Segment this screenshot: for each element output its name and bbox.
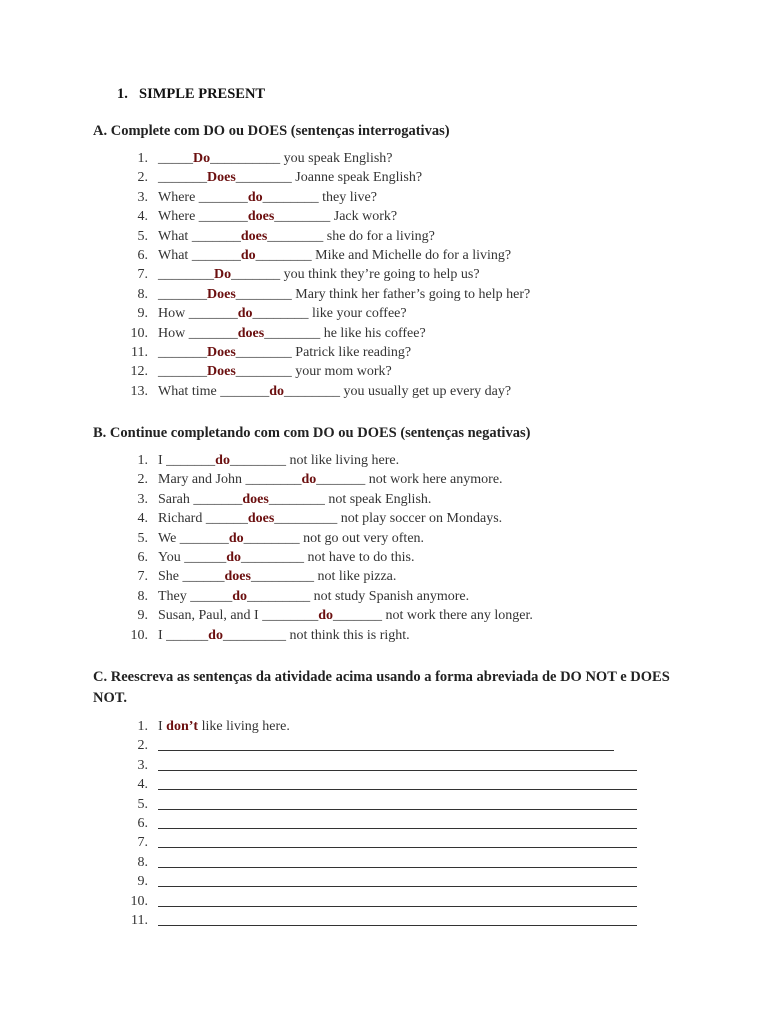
item-answer: do — [247, 189, 263, 205]
item-text — [158, 451, 399, 470]
item-pre: _______ — [158, 364, 207, 380]
item-text — [158, 717, 290, 736]
item-pre: Sarah _______ — [158, 491, 243, 507]
list-item — [0, 168, 768, 187]
item-number: 2. — [137, 170, 148, 186]
item-text — [158, 149, 393, 168]
item-pre: _____ — [158, 151, 193, 166]
item-post: _______ not work there any longer. — [333, 608, 533, 624]
item-pre: I _______ — [158, 453, 216, 468]
item-number: 5. — [137, 228, 148, 244]
item-pre: You ______ — [158, 549, 227, 565]
item-post: _________ not think this is right. — [222, 627, 410, 643]
list-item — [0, 246, 768, 265]
item-post: ________ she do for a living? — [267, 228, 435, 244]
item-answer: Does — [207, 364, 236, 380]
list-item — [0, 304, 768, 323]
item-text — [158, 626, 410, 645]
item-pre: What time _______ — [158, 383, 270, 399]
list-item — [0, 872, 768, 891]
item-answer: do — [232, 588, 248, 604]
item-number: 10. — [130, 893, 148, 909]
item-post: _________ not have to do this. — [241, 549, 415, 565]
item-text — [158, 265, 480, 284]
item-text — [158, 509, 502, 528]
list-item — [0, 265, 768, 284]
item-post: _______ you think they’re going to help us? — [231, 267, 480, 283]
item-pre: ________ — [158, 267, 214, 283]
list-item — [0, 285, 768, 304]
item-number: 6. — [137, 247, 148, 263]
item-answer: do — [215, 453, 230, 468]
item-number: 8. — [137, 588, 148, 604]
item-text — [158, 246, 511, 265]
item-number: 5. — [137, 796, 148, 812]
item-number: 3. — [137, 757, 148, 773]
answer-line[interactable] — [158, 770, 637, 771]
item-post: ________ Mary think her father’s going to help her? — [235, 286, 531, 302]
item-post: ________ not like living here. — [229, 453, 400, 468]
section-a-heading: A. Complete com DO ou DOES (sentenças interrogativas) — [93, 123, 450, 139]
list-item — [0, 626, 768, 645]
list-item — [0, 717, 768, 736]
item-answer: Does — [207, 170, 236, 186]
item-pre: _______ — [158, 170, 207, 186]
item-number: 4. — [137, 777, 148, 793]
item-post: ________ they live? — [262, 189, 377, 205]
item-number: 6. — [137, 815, 148, 831]
item-number: 7. — [137, 835, 148, 851]
item-answer: do — [318, 608, 334, 624]
item-number: 10. — [130, 325, 148, 341]
item-number: 4. — [137, 511, 148, 527]
item-post: ________ Mike and Michelle do for a living? — [255, 247, 512, 263]
item-answer: do — [269, 383, 284, 399]
item-text — [158, 470, 503, 489]
item-number: 12. — [130, 364, 148, 380]
item-answer: does — [247, 511, 275, 527]
item-pre: What _______ — [158, 228, 241, 244]
item-number: 13. — [130, 383, 148, 399]
item-post: ________ like your coffee? — [252, 306, 407, 322]
list-item — [0, 207, 768, 226]
answer-line[interactable] — [158, 809, 637, 810]
item-text — [158, 382, 511, 401]
list-item — [0, 795, 768, 814]
item-number: 2. — [137, 472, 148, 488]
item-number: 4. — [137, 209, 148, 225]
item-number: 11. — [131, 912, 148, 928]
list-item — [0, 529, 768, 548]
answer-line[interactable] — [158, 847, 637, 848]
item-number: 8. — [137, 286, 148, 302]
list-item — [0, 814, 768, 833]
item-answer: Does — [207, 286, 236, 302]
list-item — [0, 188, 768, 207]
page-title — [117, 86, 265, 103]
item-text — [158, 343, 411, 362]
item-number: 3. — [137, 189, 148, 205]
item-pre: _______ — [158, 344, 207, 360]
list-item — [0, 324, 768, 343]
item-number: 7. — [137, 267, 148, 283]
list-item — [0, 606, 768, 625]
item-pre: Where _______ — [158, 189, 248, 205]
item-pre: How _______ — [158, 325, 238, 341]
item-post: _________ not study Spanish anymore. — [247, 588, 470, 604]
list-item — [0, 853, 768, 872]
item-pre: How _______ — [158, 306, 238, 322]
item-text — [158, 567, 396, 586]
item-text — [158, 304, 407, 323]
list-item — [0, 490, 768, 509]
item-pre: I ______ — [158, 627, 209, 643]
list-item — [0, 509, 768, 528]
item-post: __________ you speak English? — [210, 151, 393, 166]
item-answer: do — [237, 306, 253, 322]
item-pre: We _______ — [158, 530, 229, 546]
list-item — [0, 587, 768, 606]
item-pre: _______ — [158, 286, 207, 302]
item-post: ________ your mom work? — [235, 364, 392, 380]
item-answer: do — [301, 472, 317, 488]
item-answer: does — [247, 209, 275, 225]
item-pre: Richard ______ — [158, 511, 248, 527]
item-pre: Susan, Paul, and I ________ — [158, 608, 319, 624]
item-post: ________ Joanne speak English? — [235, 170, 423, 186]
section-b-list — [0, 451, 768, 645]
item-number: 1. — [137, 151, 148, 166]
list-item — [0, 382, 768, 401]
list-item — [0, 362, 768, 381]
list-item — [0, 756, 768, 775]
item-answer: does — [240, 228, 268, 244]
item-text — [158, 490, 431, 509]
item-text — [158, 168, 422, 187]
answer-line[interactable] — [158, 886, 637, 887]
item-text — [158, 324, 426, 343]
item-text — [158, 227, 435, 246]
item-number: 9. — [137, 306, 148, 322]
item-post: ________ not go out very often. — [243, 530, 425, 546]
title-number: 1. — [117, 86, 128, 102]
item-pre: What _______ — [158, 247, 241, 263]
item-answer: do — [240, 247, 256, 263]
list-item — [0, 736, 768, 755]
section-c-heading: C. Reescreva as sentenças da atividade acima usando a forma abreviada de DO NOT e DOES NOT. — [93, 669, 670, 706]
item-post: _________ not like pizza. — [250, 569, 397, 585]
item-answer: do — [228, 530, 244, 546]
item-answer: does — [224, 569, 251, 585]
item-number: 8. — [137, 854, 148, 870]
list-item — [0, 548, 768, 567]
item-number: 10. — [130, 627, 148, 643]
answer-line[interactable] — [158, 867, 637, 868]
answer-line[interactable] — [158, 750, 614, 751]
item-post: ________ Patrick like reading? — [235, 344, 412, 360]
item-post: _______ not work here anymore. — [316, 472, 503, 488]
item-answer: Do — [214, 267, 232, 283]
answer-line[interactable] — [158, 906, 637, 907]
item-post: ________ you usually get up every day? — [284, 383, 512, 399]
item-answer: Does — [207, 344, 236, 360]
item-text — [158, 285, 530, 304]
list-item — [0, 343, 768, 362]
list-item — [0, 775, 768, 794]
list-item — [0, 833, 768, 852]
item-answer: don’t — [166, 719, 199, 734]
section-c-list — [0, 717, 768, 930]
item-answer: do — [226, 549, 242, 565]
list-item — [0, 911, 768, 930]
item-pre: Mary and John ________ — [158, 472, 302, 488]
item-number: 2. — [137, 738, 148, 754]
item-text — [158, 548, 414, 567]
section-b-heading: B. Continue completando com com DO ou DOES (sentenças negativas) — [93, 425, 531, 441]
item-number: 11. — [131, 344, 148, 360]
answer-line[interactable] — [158, 925, 637, 926]
item-number: 7. — [137, 569, 148, 585]
list-item — [0, 149, 768, 168]
item-post: ________ he like his coffee? — [264, 325, 426, 341]
answer-line[interactable] — [158, 789, 637, 790]
item-number: 9. — [137, 874, 148, 890]
item-pre: She ______ — [158, 569, 225, 585]
item-number: 5. — [137, 530, 148, 546]
item-answer: does — [242, 491, 269, 507]
item-number: 3. — [137, 491, 148, 507]
item-text — [158, 188, 377, 207]
answer-line[interactable] — [158, 828, 637, 829]
item-text — [158, 587, 469, 606]
item-text — [158, 362, 392, 381]
section-a-list — [0, 149, 768, 401]
item-post: like living here. — [198, 719, 290, 734]
list-item — [0, 470, 768, 489]
item-text — [158, 606, 533, 625]
item-post: ________ not speak English. — [268, 491, 432, 507]
title-text: SIMPLE PRESENT — [139, 86, 266, 102]
item-pre: I — [158, 719, 167, 734]
list-item — [0, 451, 768, 470]
item-number: 6. — [137, 549, 148, 565]
item-post: ________ Jack work? — [274, 209, 398, 225]
list-item — [0, 227, 768, 246]
item-answer: Do — [193, 151, 211, 166]
item-answer: does — [237, 325, 265, 341]
item-pre: They ______ — [158, 588, 233, 604]
item-number: 9. — [137, 608, 148, 624]
item-answer: do — [208, 627, 223, 643]
item-number: 1. — [137, 453, 148, 468]
item-pre: Where _______ — [158, 209, 248, 225]
item-post: _________ not play soccer on Mondays. — [274, 511, 503, 527]
list-item — [0, 567, 768, 586]
item-text — [158, 529, 424, 548]
item-number: 1. — [137, 719, 148, 734]
list-item — [0, 892, 768, 911]
item-text — [158, 207, 397, 226]
